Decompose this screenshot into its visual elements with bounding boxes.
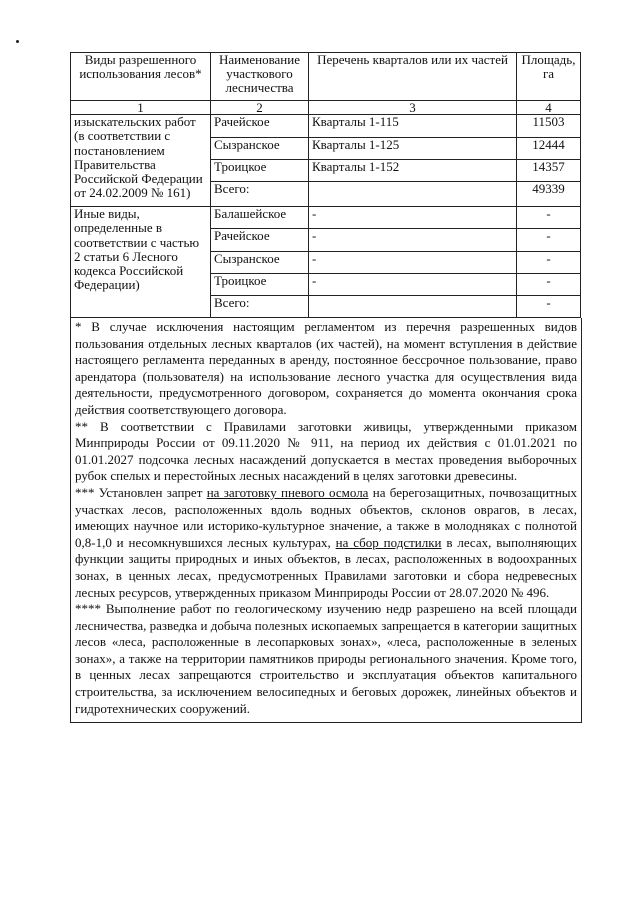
quarters-cell (309, 182, 517, 207)
footnote-2: ** В соответствии с Правилами заготовки живицы, утвержденными приказом Минприроды России от 09.11.2020 № 911, на период их действия с 01.01.2021 по 01.01.2027 подсочка лесных насаждений допускается в местах проведения выборочных рубок спелых и перестойных лесных насаждений в целях заготовки древесины. (75, 418, 577, 484)
area-cell: 11503 (517, 115, 581, 138)
forest-use-table (70, 52, 581, 318)
forestry-cell-total: Всего: (211, 182, 309, 207)
header-forest-use-type: Виды разрешенного использования лесов* (71, 53, 211, 101)
footnote-3-text: в лесах, выполняющих функции защиты природных и иных объектов, в лесах, расположенных в водоохранных зонах, в ценных лесах, предусмотренных Правилами заготовки и сбора недревесных лесных ресурсов, утвержденных приказом Минприроды России от 28.07.2020 № 496. (75, 534, 577, 600)
forestry-cell: Балашейское (211, 207, 309, 229)
quarters-cell: - (309, 252, 517, 274)
area-cell: 12444 (517, 138, 581, 160)
header-area: Площадь, га (517, 53, 581, 101)
table-row (71, 207, 581, 229)
forestry-cell: Рачейское (211, 229, 309, 252)
column-number: 3 (309, 101, 517, 115)
quarters-cell: - (309, 207, 517, 229)
forest-use-type-cell: изыскательских работ (в соответствии с постановлением Правительства Российской Федерации от 24.02.2009 № 161) (71, 115, 211, 207)
footnote-3-underlined-stump-resin: на заготовку пневого осмола (206, 484, 369, 500)
footnote-1: * В случае исключения настоящим регламентом из перечня разрешенных видов пользования отдельных лесных кварталов (их частей), на момент вступления в действие настоящего регламента переданных в аренду, постоянное бессрочное пользование, право арендатора (пользователя) на использование лесного участка для осуществления вида деятельности, предусмотренного договором, сохраняется до момента окончания срока действия соответствующего договора. (75, 319, 577, 417)
footnote-3-text: *** Установлен запрет (75, 484, 207, 500)
footnote-3-underlined-litter: на сбор подстилки (335, 534, 442, 550)
column-number-row (71, 101, 581, 115)
forestry-cell: Троицкое (211, 160, 309, 182)
forestry-cell: Сызранское (211, 138, 309, 160)
forest-use-type-cell: Иные виды, определенные в соответствии с частью 2 статьи 6 Лесного кодекса Российской Федерации) (71, 207, 211, 318)
quarters-cell: Кварталы 1-115 (309, 115, 517, 138)
quarters-cell: Кварталы 1-125 (309, 138, 517, 160)
header-quarters-list: Перечень кварталов или их частей (309, 53, 517, 101)
quarters-cell: - (309, 274, 517, 296)
header-forestry-name: Наименование участкового лесничества (211, 53, 309, 101)
quarters-cell: Кварталы 1-152 (309, 160, 517, 182)
area-cell-total: - (517, 296, 581, 318)
footnotes-block (70, 318, 582, 723)
forestry-cell: Рачейское (211, 115, 309, 138)
forestry-cell: Сызранское (211, 252, 309, 274)
column-number: 2 (211, 101, 309, 115)
table-header-row (71, 53, 581, 101)
area-cell: - (517, 252, 581, 274)
footnote-3-text: на берегозащитных, почвозащитных участках лесов, расположенных вдоль водных объектов, склонов оврагов, в лесах, имеющих научное или историко-культурное значение, а также в молодняках с полнотой 0,8-1,0 и несомкнувшихся лесных культурах, (75, 484, 578, 550)
footnote-3 (75, 485, 577, 601)
quarters-cell (309, 296, 517, 318)
area-cell-total: 49339 (517, 182, 581, 207)
quarters-cell: - (309, 229, 517, 252)
column-number: 4 (517, 101, 581, 115)
area-cell: - (517, 229, 581, 252)
area-cell: 14357 (517, 160, 581, 182)
scan-speck (16, 40, 19, 43)
table-row (71, 115, 581, 138)
area-cell: - (517, 274, 581, 296)
footnote-4: **** Выполнение работ по геологическому изучению недр разрешено на всей площади лесничества, разведка и добыча полезных ископаемых запрещается в категории защитных лесов «леса, расположенные в лесопарковых зонах», «леса, расположенные в зеленых зонах», а также на территории памятников природы регионального значения. Кроме того, в ценных лесах запрещаются строительство и эксплуатация объектов капитального строительства, за исключением велосипедных и беговых дорожек, линейных объектов и гидротехнических сооружений. (75, 601, 577, 716)
forestry-cell-total: Всего: (211, 296, 309, 318)
document-page (70, 52, 580, 723)
forestry-cell: Троицкое (211, 274, 309, 296)
column-number: 1 (71, 101, 211, 115)
area-cell: - (517, 207, 581, 229)
